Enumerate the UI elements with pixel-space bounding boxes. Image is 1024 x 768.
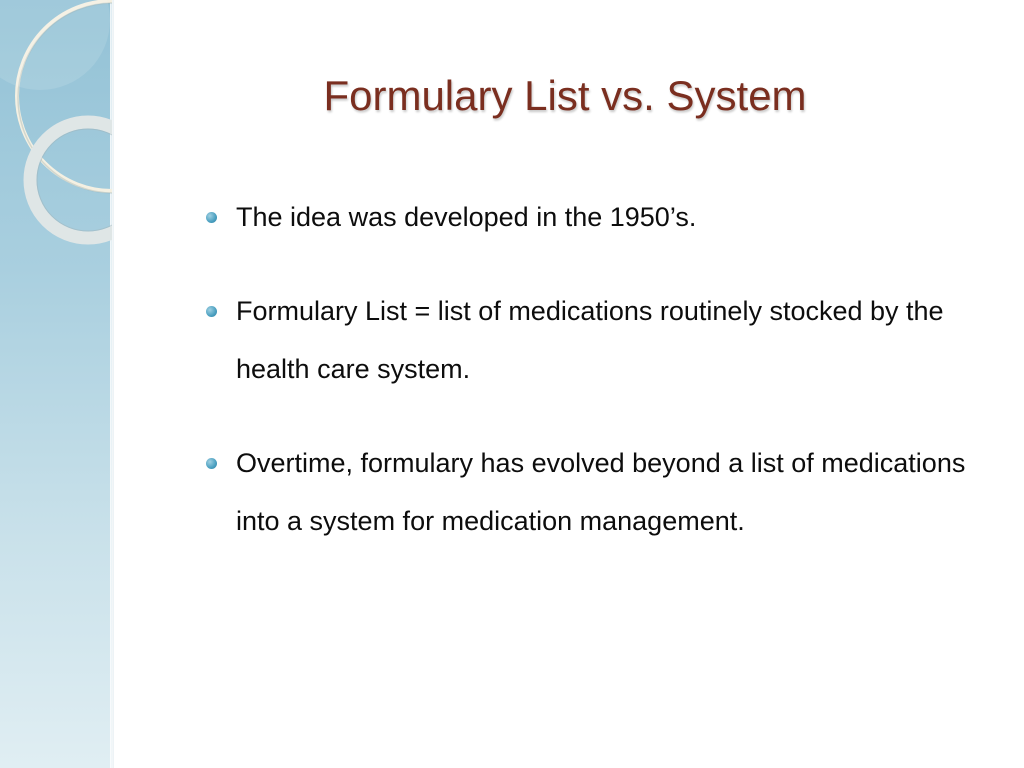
slide-title: Formulary List vs. System [323,72,807,119]
decorative-rings [0,0,114,260]
bullet-list [204,188,1004,586]
bullet-text: The idea was developed in the 1950’s. [236,202,697,232]
bullet-text: Overtime, formulary has evolved beyond a list of medications into a system for medication management. [236,448,966,536]
bullet-dot-icon [206,306,217,317]
light-disc [0,0,110,90]
bullet-item [204,434,1004,550]
bullet-text: Formulary List = list of medications routinely stocked by the health care system. [236,296,944,384]
bullet-item [204,282,1004,398]
bullet-item [204,188,1004,246]
bullet-dot-icon [206,212,217,223]
bullet-dot-icon [206,458,217,469]
